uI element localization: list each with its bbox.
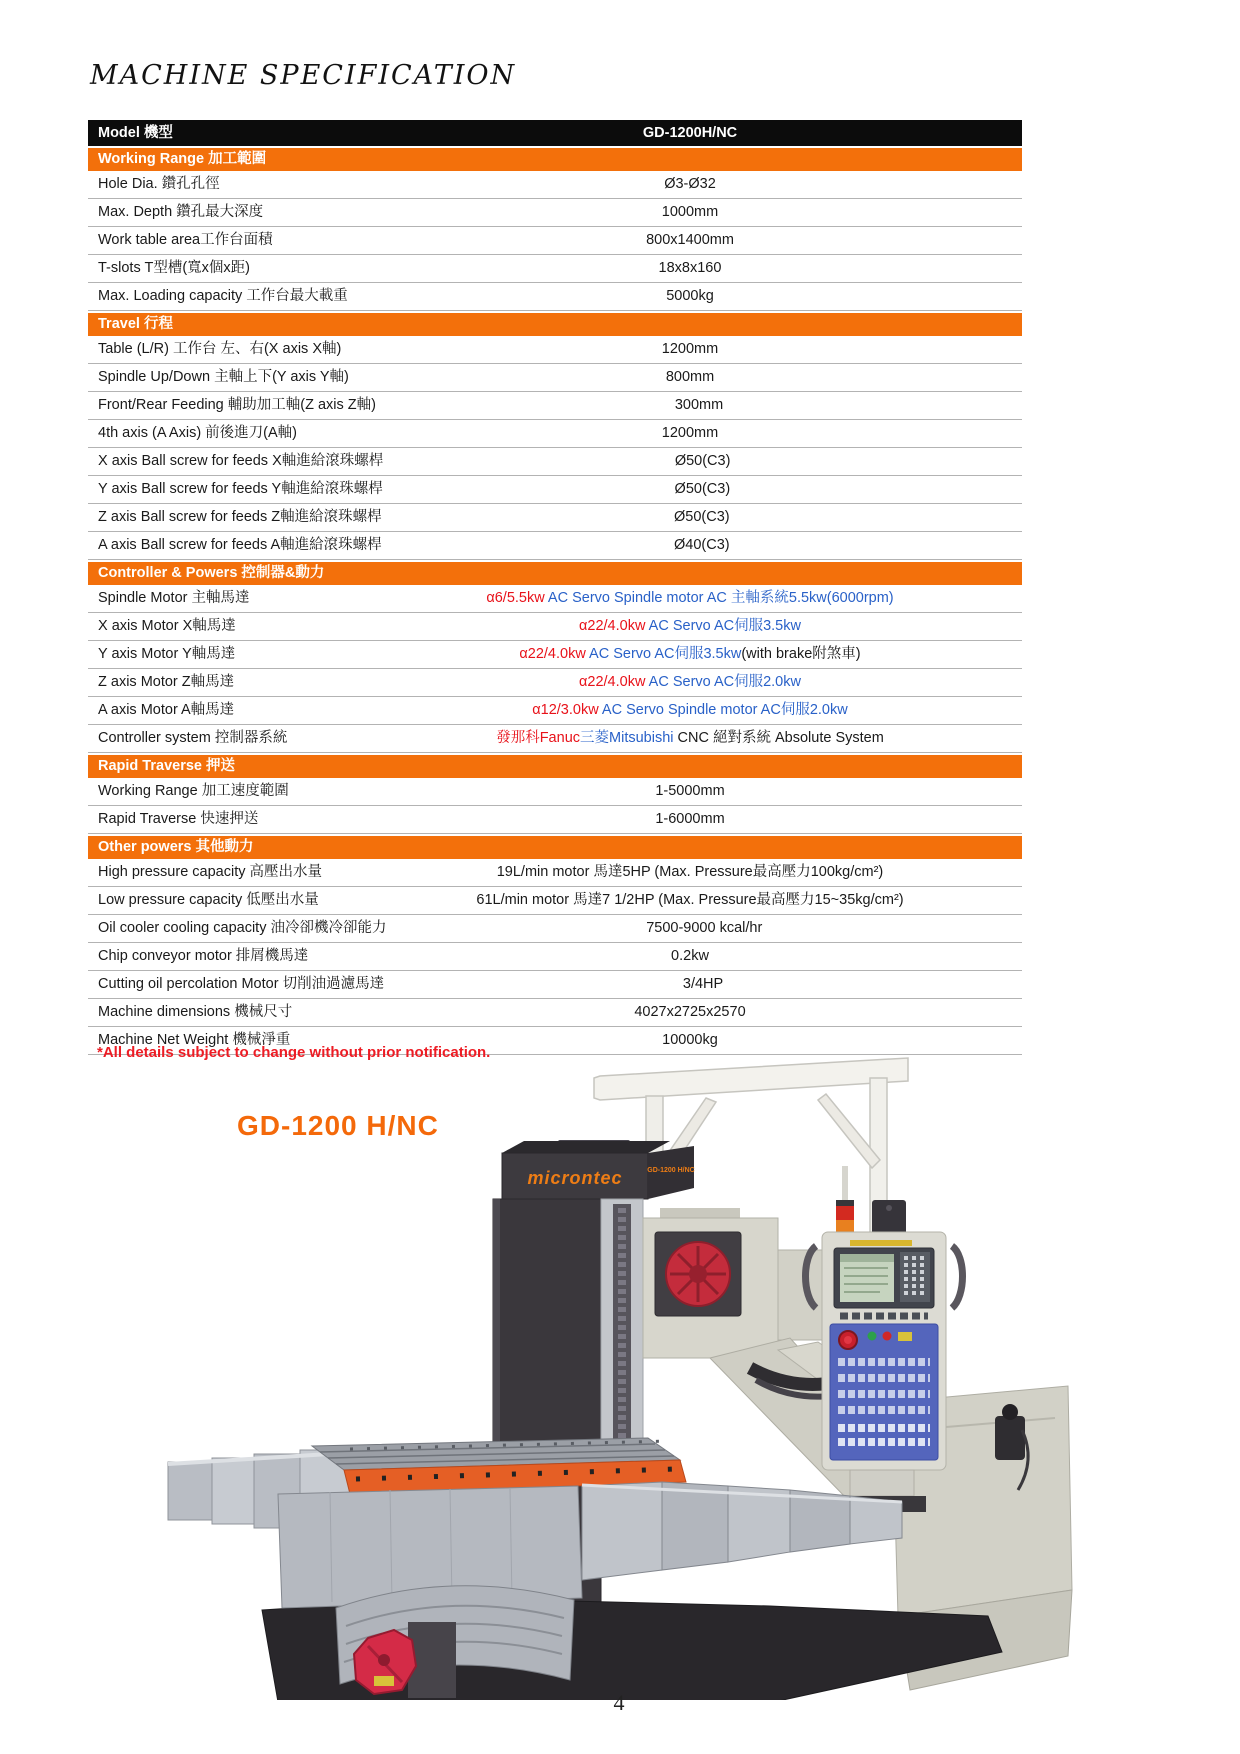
spec-row [88, 392, 1022, 420]
spec-row [88, 669, 1022, 697]
spec-label: Controller system 控制器系統 [98, 730, 288, 746]
spec-value-segment: 1000mm [661, 204, 719, 220]
spec-label: T-slots T型槽(寬x個x距) [98, 260, 250, 276]
spec-row [88, 971, 1022, 999]
spec-row [88, 448, 1022, 476]
spec-value [358, 283, 1022, 310]
spec-row [88, 725, 1022, 753]
spec-value-segment: AC Servo AC伺服3.5kw [585, 646, 742, 662]
spec-row [88, 364, 1022, 392]
spec-row [88, 199, 1022, 227]
spec-value [358, 227, 1022, 254]
spec-value-segment: 3/4HP [682, 976, 724, 992]
spec-value-segment: 1200mm [661, 425, 719, 441]
spec-row [88, 641, 1022, 669]
spec-value-segment: 800x1400mm [646, 232, 734, 248]
spec-label: Rapid Traverse 快速押送 [98, 811, 259, 827]
model-value: GD-1200H/NC [642, 125, 738, 141]
spec-value [358, 336, 1022, 363]
page-number: 4 [613, 1690, 625, 1715]
spec-row [88, 859, 1022, 887]
spec-label: Spindle Motor 主軸馬達 [98, 590, 250, 606]
spec-label: X axis Ball screw for feeds X軸進給滾珠螺桿 [98, 453, 384, 469]
cnc-screen [834, 1248, 934, 1308]
model-label: Model 機型 [98, 125, 173, 141]
spec-label: Y axis Motor Y軸馬達 [98, 646, 236, 662]
operator-button-panel [830, 1324, 938, 1460]
spec-value-segment: 三菱Mitsubishi [580, 730, 674, 746]
spec-value-segment: 18x8x160 [658, 260, 722, 276]
spec-value [376, 392, 1022, 419]
spec-row [88, 255, 1022, 283]
spec-table [88, 120, 1022, 1055]
spec-label: Z axis Ball screw for feeds Z軸進給滾珠螺桿 [98, 509, 382, 525]
spec-row [88, 585, 1022, 613]
brand-logo-text: microntec [527, 1168, 623, 1188]
spec-label: Chip conveyor motor 排屑機馬達 [98, 948, 309, 964]
spec-value-segment: 0.2kw [671, 948, 709, 964]
spec-label: Max. Depth 鑽孔最大深度 [98, 204, 264, 220]
section-header: Working Range 加工範圍 [88, 148, 1022, 171]
spec-value [358, 171, 1022, 198]
handle-right [952, 1246, 963, 1308]
spec-value [358, 364, 1022, 391]
spec-label: Max. Loading capacity 工作台最大載重 [98, 288, 348, 304]
spec-row [88, 943, 1022, 971]
spec-value [358, 697, 1022, 724]
spec-row [88, 336, 1022, 364]
spec-value-segment: α22/4.0kw [579, 674, 646, 690]
spec-value-segment: Ø40(C3) [674, 537, 730, 553]
spec-row [88, 915, 1022, 943]
spec-label: Low pressure capacity 低壓出水量 [98, 892, 319, 908]
spec-table-body [88, 148, 1022, 1055]
spec-value-segment: 300mm [674, 397, 724, 413]
spec-label: Machine Net Weight 機械淨重 [98, 1032, 291, 1048]
spec-value-segment: Ø50(C3) [674, 453, 731, 469]
spec-value-segment: 19L/min motor 馬達5HP (Max. Pressure最高壓力100kg/cm²) [496, 864, 884, 880]
spec-row [88, 778, 1022, 806]
spec-value-segment: AC Servo AC伺服3.5kw [645, 618, 801, 634]
spec-value [358, 725, 1022, 752]
spec-value-segment: 10000kg [662, 1032, 718, 1048]
spec-value-segment: (with brake附煞車) [741, 646, 861, 662]
spec-label: Front/Rear Feeding 輔助加工軸(Z axis Z軸) [98, 397, 376, 413]
spec-value-segment: 7500-9000 kcal/hr [646, 920, 763, 936]
spec-row [88, 887, 1022, 915]
section-header: Controller & Powers 控制器&動力 [88, 562, 1022, 585]
spec-value [358, 999, 1022, 1026]
spec-value-segment: Ø50(C3) [674, 509, 730, 525]
spec-value-segment: 1200mm [661, 341, 719, 357]
spec-value [358, 585, 1022, 612]
spec-row [88, 171, 1022, 199]
spec-label: 4th axis (A Axis) 前後進刀(A軸) [98, 425, 298, 441]
spec-value-segment: 61L/min motor 馬達7 1/2HP (Max. Pressure最高壓力15~35kg/cm²) [476, 892, 904, 908]
control-pendant [806, 1200, 963, 1512]
spec-value [358, 669, 1022, 696]
spec-value [386, 915, 1022, 942]
product-model-label: GD-1200 H/NC [237, 1110, 439, 1141]
spec-value-segment: α6/5.5kw [486, 590, 545, 606]
spec-value [384, 971, 1022, 998]
spec-value-segment: 1-6000mm [655, 811, 725, 827]
spindle-fan [666, 1242, 730, 1306]
spec-label: Oil cooler cooling capacity 油冷卻機冷卻能力 [98, 920, 387, 936]
spec-value-segment: α12/3.0kw [532, 702, 599, 718]
spec-value [358, 199, 1022, 226]
spec-row [88, 227, 1022, 255]
spec-value [358, 641, 1022, 668]
spec-label: Machine dimensions 機械尺寸 [98, 1004, 293, 1020]
spec-value [382, 532, 1022, 559]
spec-label: Hole Dia. 鑽孔孔徑 [98, 176, 220, 192]
spec-row [88, 532, 1022, 560]
spec-value [358, 255, 1022, 282]
spec-value [383, 476, 1022, 503]
spec-value [358, 887, 1022, 914]
right-way-covers [582, 1482, 902, 1580]
spec-value-segment: AC Servo Spindle motor AC 主軸系統5.5kw(6000rpm) [544, 590, 894, 606]
spec-value-segment: AC Servo Spindle motor AC伺服2.0kw [598, 702, 848, 718]
spec-value-segment: 發那科Fanuc [496, 730, 581, 746]
spec-value-segment: AC Servo AC伺服2.0kw [645, 674, 801, 690]
spec-label: Table (L/R) 工作台 左、右(X axis X軸) [98, 341, 342, 357]
spec-value-segment: Ø50(C3) [674, 481, 731, 497]
spec-label: Spindle Up/Down 主軸上下(Y axis Y軸) [98, 369, 349, 385]
side-model-text: GD-1200 H/NC [647, 1167, 695, 1174]
spec-row [88, 420, 1022, 448]
machine-photo [150, 1050, 1080, 1700]
spec-label: Working Range 加工速度範圍 [98, 783, 289, 799]
spec-row [88, 283, 1022, 311]
spec-value [383, 448, 1022, 475]
spec-label: Y axis Ball screw for feeds Y軸進給滾珠螺桿 [98, 481, 383, 497]
spec-label: X axis Motor X軸馬達 [98, 618, 236, 634]
model-header-row [88, 120, 1022, 146]
spec-value [358, 778, 1022, 805]
spec-row [88, 806, 1022, 834]
spec-value-segment: 800mm [665, 369, 715, 385]
spec-label: Work table area工作台面積 [98, 232, 273, 248]
section-header: Travel 行程 [88, 313, 1022, 336]
spec-row [88, 999, 1022, 1027]
spec-value [358, 859, 1022, 886]
spec-label: A axis Motor A軸馬達 [98, 702, 235, 718]
spec-label: A axis Ball screw for feeds A軸進給滾珠螺桿 [98, 537, 382, 553]
spec-value-segment: 4027x2725x2570 [634, 1004, 746, 1020]
spec-row [88, 476, 1022, 504]
spec-value-segment: Ø3-Ø32 [664, 176, 716, 192]
logo-box [502, 1141, 695, 1199]
spec-row [88, 504, 1022, 532]
section-header: Rapid Traverse 押送 [88, 755, 1022, 778]
spec-value [382, 504, 1022, 531]
spec-value [358, 806, 1022, 833]
spec-row [88, 697, 1022, 725]
page-title: MACHINE SPECIFICATION [90, 60, 517, 91]
spec-row [88, 613, 1022, 641]
spec-label: High pressure capacity 高壓出水量 [98, 864, 323, 880]
spec-value [358, 613, 1022, 640]
spec-value-segment: 1-5000mm [655, 783, 725, 799]
spec-value-segment: CNC 絕對系統 Absolute System [673, 730, 884, 746]
spec-value-segment: α22/4.0kw [519, 646, 586, 662]
spec-label: Z axis Motor Z軸馬達 [98, 674, 235, 690]
spec-label: Cutting oil percolation Motor 切削油過濾馬達 [98, 976, 385, 992]
disclaimer-note: *All details subject to change without prior notification. [97, 1044, 491, 1061]
spec-value [358, 420, 1022, 447]
section-header: Other powers 其他動力 [88, 836, 1022, 859]
pump-motor [995, 1416, 1025, 1460]
spec-value-segment: 5000kg [666, 288, 714, 304]
spec-value-segment: α22/4.0kw [579, 618, 646, 634]
spec-value [358, 943, 1022, 970]
